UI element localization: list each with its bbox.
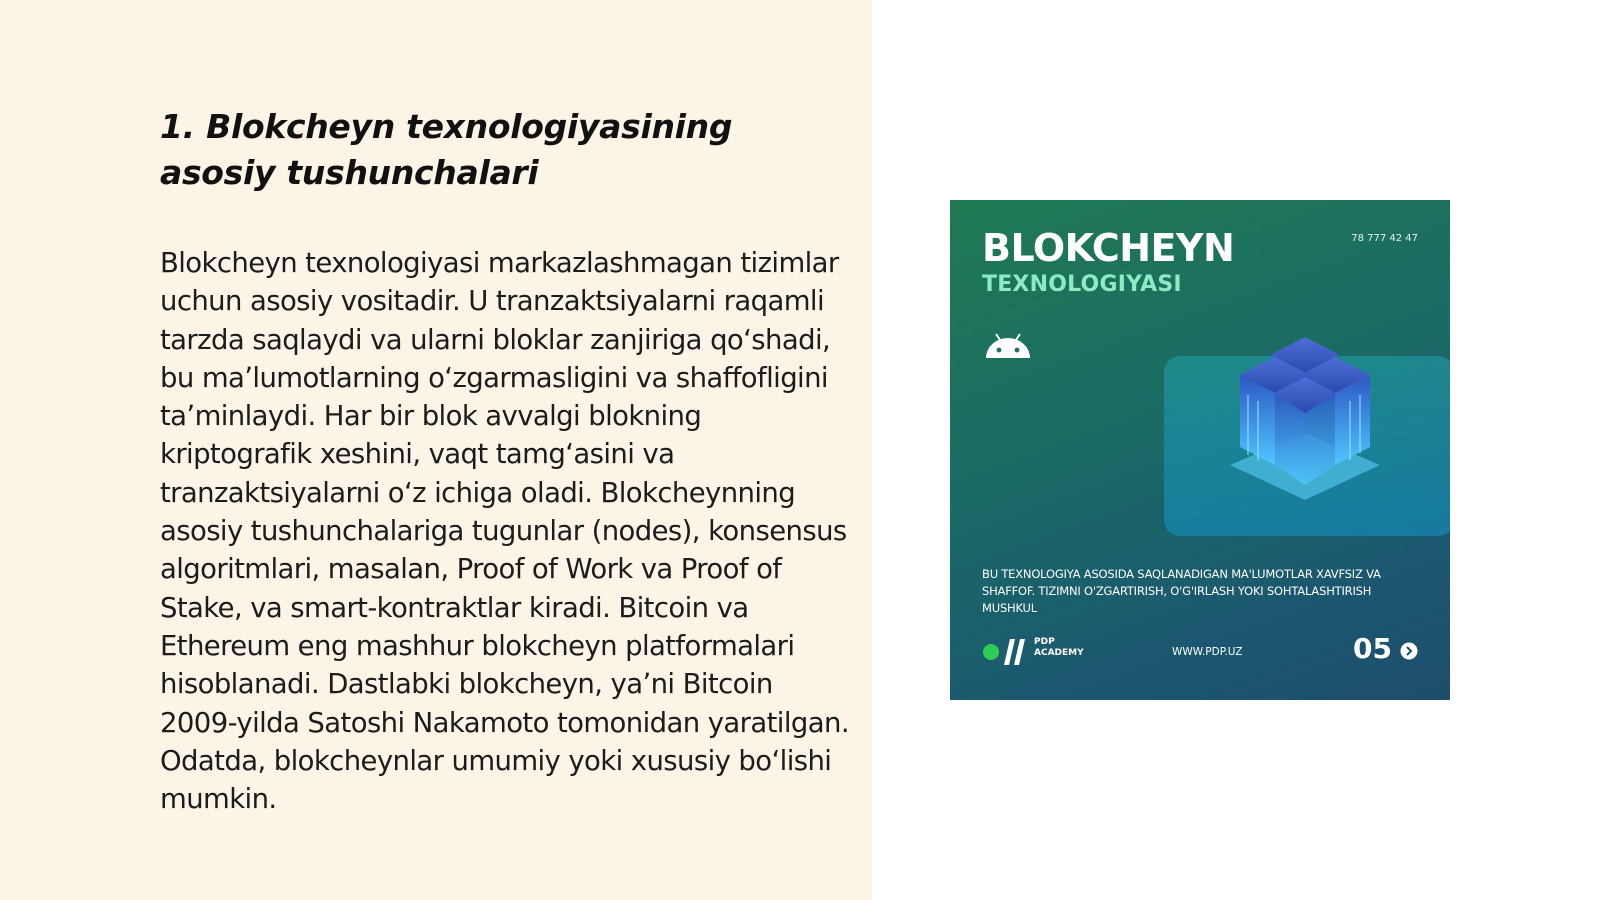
academy-line-1: PDP [1034,637,1055,647]
blockchain-poster-image [950,200,1450,700]
server-blocks-illustration [1200,315,1410,515]
poster-caption: BU TEXNOLOGIYA ASOSIDA SAQLANADIGAN MA'LUMOTLAR XAVFSIZ VA SHAFFOF. TIZIMNI O'ZGARTIRISH, O'G'IRLASH YOKI SOHTALASHTIRISH MUSHKUL [982,567,1381,615]
android-icon [982,330,1034,360]
chevron-right-icon [1400,642,1418,660]
academy-line-2: ACADEMY [1034,648,1084,658]
poster-phone: 78 777 42 47 [1351,233,1418,244]
poster-page-number: 05 [1353,632,1392,665]
poster-subtitle: TEXNOLOGIYASI [982,272,1182,297]
slide-body-text: Blokcheyn texnologiyasi markazlashmagan tizimlar uchun asosiy vositadir. U tranzaktsiyalarni raqamli tarzda saqlaydi va ularni bloklar zanjiriga qoʻshadi, bu maʼlumotlarning oʻzgarmasligini va shaffofligini taʼminlaydi. Har bir blok avvalgi blokning kriptografik xeshini, vaqt tamgʻasini va tranzaktsiyalarni oʻz ichiga oladi. Blokcheynning asosiy tushunchalariga tugunlar (nodes), konsensus algoritmlari, masalan, Proof of Work va Proof of Stake, va smart-kontraktlar kiradi. Bitcoin va Ethereum eng mashhur blokcheyn platformalari hisoblanadi. Dastlabki blokcheyn, yaʼni Bitcoin 2009-yilda Satoshi Nakamoto tomonidan yaratilgan. Odatda, blokcheynlar umumiy yoki xususiy boʻlishi mumkin. [160,247,849,816]
slide-heading: 1. Blokcheyn texnologiyasining asosiy tushunchalari [160,107,733,192]
academy-name [1034,637,1084,659]
poster-title: BLOKCHEYN [982,226,1235,270]
poster-url: WWW.PDP.UZ [1172,646,1243,658]
